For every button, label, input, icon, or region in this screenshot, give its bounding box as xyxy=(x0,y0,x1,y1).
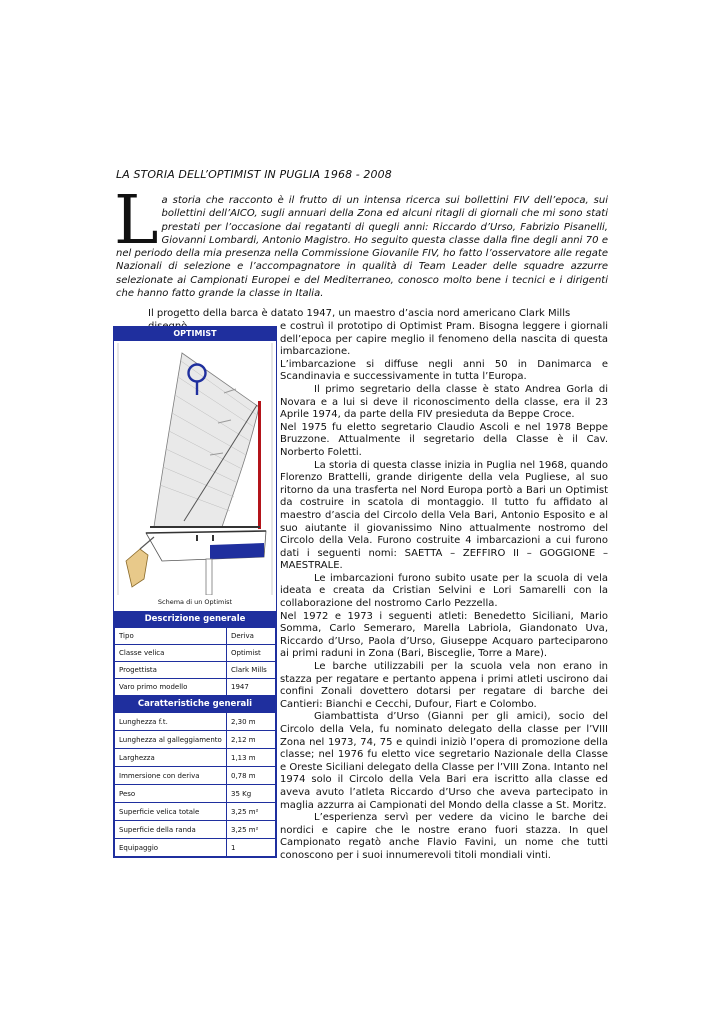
optimist-diagram xyxy=(114,341,276,595)
hull-bottom xyxy=(210,543,264,559)
body-paragraph: Nel 1972 e 1973 i seguenti atleti: Benedetto Siciliani, Mario Somma, Carlo Semeraro, Marella Labriola, Giandonato Uva, Riccardo d’Urso, Paola d’Urso, Giuseppe Acquaro parteciparono ai primi raduni in Zona (Bari, Bisceglie, Torre a Mare). xyxy=(280,610,608,660)
row-value: 2,12 m xyxy=(227,731,276,749)
row-value: 35 Kg xyxy=(227,785,276,803)
row-value: 2,30 m xyxy=(227,713,276,731)
mast xyxy=(258,401,261,529)
article-body xyxy=(280,321,608,863)
body-paragraph: La storia di questa classe inizia in Puglia nel 1968, quando Florenzo Brattelli, grande dirigente della vela Pugliese, al suo ritorno da una trasferta nel Nord Europa portò a Bari un Optimist da costruire in scatola di montaggio. Il tutto fu affidato al maestro d’ascia del Circolo della Vela Bari, Antonio Esposito e al suo aiutante il giovanissimo Nino attualmente nostromo del Circolo della Vela. Furono costruite 4 imbarcazioni a cui furono dati i seguenti nomi: SAETTA – ZEFFIRO II – GOGGIONE – MAESTRALE. xyxy=(280,459,608,572)
row-value: 3,25 m² xyxy=(227,821,276,839)
row-key: Peso xyxy=(115,785,227,803)
infobox-header: OPTIMIST xyxy=(114,327,276,341)
table-row xyxy=(115,767,276,785)
row-value: Deriva xyxy=(227,628,276,645)
row-key: Progettista xyxy=(115,662,227,679)
body-paragraph: Il primo segretario della classe è stato Andrea Gorla di Novara e a lui si deve il riconoscimento della classe, era il 23 Aprile 1974, da parte della FIV presieduta da Beppe Croce. xyxy=(280,383,608,421)
body-paragraph: L’esperienza servì per vedere da vicino le barche dei nordici e capire che le nostre erano fuori stazza. In quel Campionato regatò anche Flavio Favini, un nome che tutti conoscono per i suoi innumerevoli titoli mondiali vinti. xyxy=(280,812,608,861)
body-paragraph: Le barche utilizzabili per la scuola vela non erano in stazza per regatare e pertanto appena i primi atleti uscirono dai confini Zonali dovettero dotarsi per regatare di barche dei Cantieri: Bianchi e Cecchi, Dufour, Fiart e Colombo. xyxy=(280,661,608,710)
drop-cap: L xyxy=(114,181,159,259)
article-title: LA STORIA DELL’OPTIMIST IN PUGLIA 1968 - 2008 xyxy=(116,168,392,181)
table-row xyxy=(115,628,276,645)
row-value: 1947 xyxy=(227,679,276,696)
row-key: Lunghezza f.t. xyxy=(115,713,227,731)
table-row xyxy=(115,803,276,821)
row-value: 1 xyxy=(227,839,276,857)
intro-text: a storia che racconto è il frutto di un intensa ricerca sui bollettini FIV dell’epoca, sui bollettini dell’AICO, sugli annuari della Zona ed alcuni ritagli di giornali che mi sono stati prestati per l’occasione dai regatanti di quegli anni: Riccardo d’Urso, Fabrizio Pisanelli, Giovanni Lombardi, Antonio Magistro. Ho seguito questa classe dalla fine degli anni 70 e nel periodo della mia presenza nella Commissione Giovanile FIV, ho fatto l’osservatore alle regate Nazionali di selezione e l’accompagnatore in qualità di Team Leader delle squadre azzurre selezionate ai Campionati Europei e del Mediterraneo, conosco molto bene i tecnici e i dirigenti che hanno fatto grande la classe in Italia. xyxy=(116,195,608,300)
rudder xyxy=(126,549,148,587)
row-key: Tipo xyxy=(115,628,227,645)
row-key: Lunghezza al galleggiamento xyxy=(115,731,227,749)
row-key: Equipaggio xyxy=(115,839,227,857)
body-paragraph: Giambattista d’Urso (Gianni per gli amici), socio del Circolo della Vela, fu nominato delegato della classe per l’VIII Zona nel 1973, 74, 75 e quindi iniziò l’opera di promozione della classe; nel 1976 fu eletto vice segretario Nazionale della Classe e Oreste Siciliani delegato della Classe per l’VIII Zona. Intanto nel 1974 solo il Circolo della Vela Bari era iscritto alla classe ed aveva avuto l’atleta Riccardo d’Urso che aveva partecipato in maglia azzurra ai Campionati del Mondo della classe a St. Moritz. xyxy=(280,711,608,811)
table-row xyxy=(115,713,276,731)
row-value: 1,13 m xyxy=(227,749,276,767)
row-key: Superficie velica totale xyxy=(115,803,227,821)
specs-section-header: Caratteristiche generali xyxy=(114,696,276,712)
table-row xyxy=(115,731,276,749)
row-value: Optimist xyxy=(227,645,276,662)
daggerboard xyxy=(206,559,212,595)
row-key: Immersione con deriva xyxy=(115,767,227,785)
general-table xyxy=(114,627,276,696)
body-paragraph: L’imbarcazione si diffuse negli anni 50 in Danimarca e Scandinavia e successivamente in tutta l’Europa. xyxy=(280,358,608,383)
table-row xyxy=(115,785,276,803)
row-key: Superficie della randa xyxy=(115,821,227,839)
optimist-infobox xyxy=(113,326,277,858)
row-key: Varo primo modello xyxy=(115,679,227,696)
specs-table xyxy=(114,712,276,857)
body-paragraph: Le imbarcazioni furono subito usate per la scuola di vela ideata e creata da Cristian Selvini e Lori Samarelli con la collaborazione del nostromo Carlo Pezzella. xyxy=(280,572,608,610)
table-row xyxy=(115,662,276,679)
intro-paragraph xyxy=(114,181,608,300)
row-value: 0,78 m xyxy=(227,767,276,785)
general-section-header: Descrizione generale xyxy=(114,611,276,627)
row-key: Classe velica xyxy=(115,645,227,662)
lead-line: Il progetto della barca è datato 1947, un maestro d’ascia nord americano Clark Mills xyxy=(148,308,571,319)
row-key: Larghezza xyxy=(115,749,227,767)
row-value: Clark Mills xyxy=(227,662,276,679)
table-row xyxy=(115,645,276,662)
body-paragraph: e costruì il prototipo di Optimist Pram. Bisogna leggere i giornali dell’epoca per capire meglio il fenomeno della nascita di questa imbarcazione. xyxy=(280,321,608,358)
table-row xyxy=(115,749,276,767)
row-value: 3,25 m² xyxy=(227,803,276,821)
table-row xyxy=(115,839,276,857)
body-paragraph: Nel 1975 fu eletto segretario Claudio Ascoli e nel 1978 Beppe Bruzzone. Attualmente il segretario della Classe è il Cav. Norberto Foletti. xyxy=(280,421,608,458)
table-row xyxy=(115,821,276,839)
diagram-caption: Schema di un Optimist xyxy=(157,598,233,606)
table-row xyxy=(115,679,276,696)
